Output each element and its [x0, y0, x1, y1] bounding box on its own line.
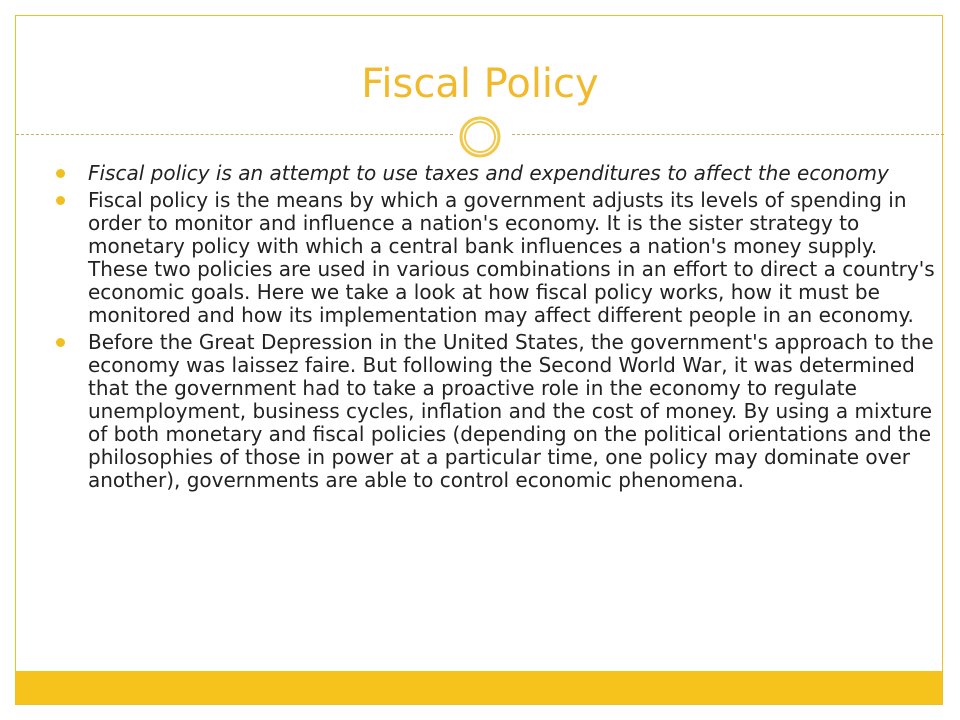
bullet-text: Before the Great Depression in the United States, the government's approach to the economy was laissez faire. But following the Second World War, it was determined that the government had to take a proactive role in the economy to regulate unemployment, business cycles, inflation and the cost of money. By using a mixture of both monetary and fiscal policies (depending on the political orientations and the philosophies of those in power at a particular time, one policy may dominate over another), governments are able to control economic phenomena. [88, 330, 934, 492]
bullet-text: Fiscal policy is the means by which a government adjusts its levels of spending in order to monitor and influence a nation's economy. It is the sister strategy to monetary policy with which a central bank influences a nation's money supply. These two policies are used in various combinations in an effort to direct a country's economic goals. Here we take a look at how fiscal policy works, how it must be monitored and how its implementation may affect different people in an economy. [88, 188, 935, 327]
bullet-item [71, 331, 941, 492]
bullet-dot-icon [56, 169, 65, 178]
footer-bar [16, 671, 942, 704]
bullet-item [71, 162, 941, 185]
slide-frame [15, 15, 943, 705]
bullet-item [71, 189, 941, 327]
bullet-text: Fiscal policy is an attempt to use taxes and expenditures to affect the economy [88, 161, 889, 185]
bullet-dot-icon [56, 196, 65, 205]
title-divider-left [16, 134, 453, 135]
title-divider-right [512, 134, 944, 135]
circle-ornament-icon [456, 113, 504, 161]
bullet-dot-icon [56, 338, 65, 347]
bullet-list [71, 162, 941, 496]
slide-title: Fiscal Policy [361, 61, 599, 107]
